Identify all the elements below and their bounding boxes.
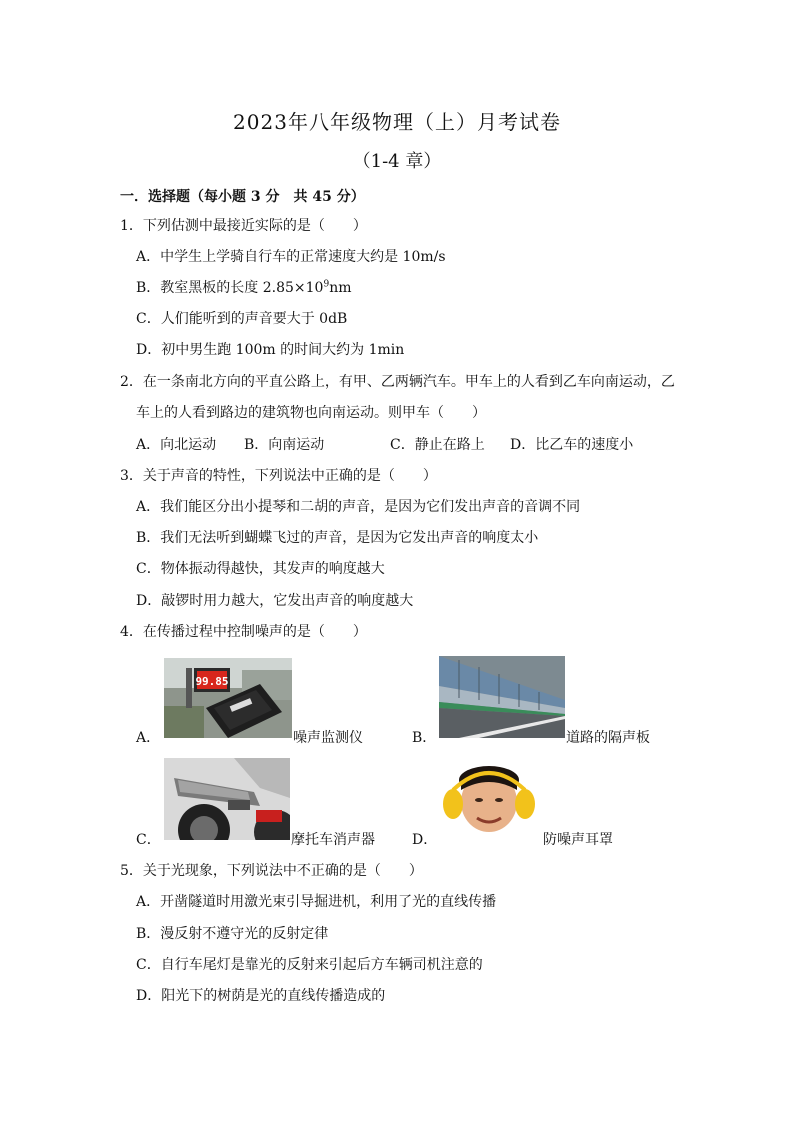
question-4-option-a-letter: A． <box>136 730 161 746</box>
question-3-option-c: C．物体振动得越快，其发声的响度越大 <box>136 561 385 577</box>
motorcycle-muffler-svg <box>164 758 290 840</box>
question-5-option-c: C．自行车尾灯是靠光的反射来引起后方车辆司机注意的 <box>136 957 483 973</box>
earmuffs-photo-icon <box>439 760 539 840</box>
question-4-option-d-letter: D． <box>412 832 438 848</box>
question-1-option-b-exponent: 9 <box>323 279 330 290</box>
question-1-option-b <box>136 278 352 298</box>
question-3-option-b: B．我们无法听到蝴蝶飞过的声音，是因为它发出声音的响度太小 <box>136 530 539 546</box>
question-2-option-c: C．静止在路上 <box>390 437 485 453</box>
question-5-option-d: D．阳光下的树荫是光的直线传播造成的 <box>136 988 386 1004</box>
question-2-option-b: B．向南运动 <box>244 437 325 453</box>
sound-barrier-svg <box>439 656 565 738</box>
sound-barrier-photo-icon <box>439 656 565 738</box>
question-4-option-a-caption: 噪声监测仪 <box>293 730 363 746</box>
page-subtitle: （1-4 章） <box>352 151 442 172</box>
question-1-option-c: C．人们能听到的声音要大于 0dB <box>136 311 348 327</box>
question-1-option-b-unit: nm <box>329 280 352 296</box>
question-3-option-a: A．我们能区分出小提琴和二胡的声音，是因为它们发出声音的音调不同 <box>136 499 581 515</box>
question-1-stem: 1．下列估测中最接近实际的是（ ） <box>120 218 367 234</box>
question-4-option-b-caption: 道路的隔声板 <box>566 730 650 746</box>
monitor-display: 99.85 <box>195 675 229 688</box>
question-2-option-a: A．向北运动 <box>136 437 217 453</box>
question-3-stem: 3．关于声音的特性，下列说法中正确的是（ ） <box>120 468 437 484</box>
question-1-option-a: A．中学生上学骑自行车的正常速度大约是 10m/s <box>136 249 446 265</box>
question-4-option-b-letter: B． <box>412 730 437 746</box>
question-4-stem: 4．在传播过程中控制噪声的是（ ） <box>120 624 367 640</box>
question-4-option-c-letter: C． <box>136 832 161 848</box>
section-heading: 一．选择题（每小题 3 分 共 45 分） <box>120 189 365 205</box>
question-3-option-d: D．敲锣时用力越大，它发出声音的响度越大 <box>136 593 414 609</box>
question-5-option-a: A．开凿隧道时用激光束引导掘进机，利用了光的直线传播 <box>136 894 497 910</box>
question-2-stem: 2．在一条南北方向的平直公路上，有甲、乙两辆汽车。甲车上的人看到乙车向南运动，乙 <box>120 374 675 390</box>
noise-monitor-photo-icon <box>164 658 292 738</box>
question-1-option-b-text: B．教室黑板的长度 2.85×10 <box>136 280 324 296</box>
question-4-option-d-caption: 防噪声耳罩 <box>543 832 613 848</box>
question-1-option-d: D．初中男生跑 100m 的时间大约为 1min <box>136 342 405 358</box>
noise-monitor-svg <box>164 658 292 738</box>
earmuffs-svg <box>439 760 539 840</box>
page-title: 2023年八年级物理（上）月考试卷 <box>233 110 561 134</box>
question-5-stem: 5．关于光现象，下列说法中不正确的是（ ） <box>120 863 423 879</box>
question-2-option-d: D．比乙车的速度小 <box>510 437 634 453</box>
question-2-stem-continued: 车上的人看到路边的建筑物也向南运动。则甲车（ ） <box>136 405 486 421</box>
question-5-option-b: B．漫反射不遵守光的反射定律 <box>136 926 329 942</box>
question-4-option-c-caption: 摩托车消声器 <box>291 832 375 848</box>
motorcycle-muffler-photo-icon <box>164 758 290 840</box>
